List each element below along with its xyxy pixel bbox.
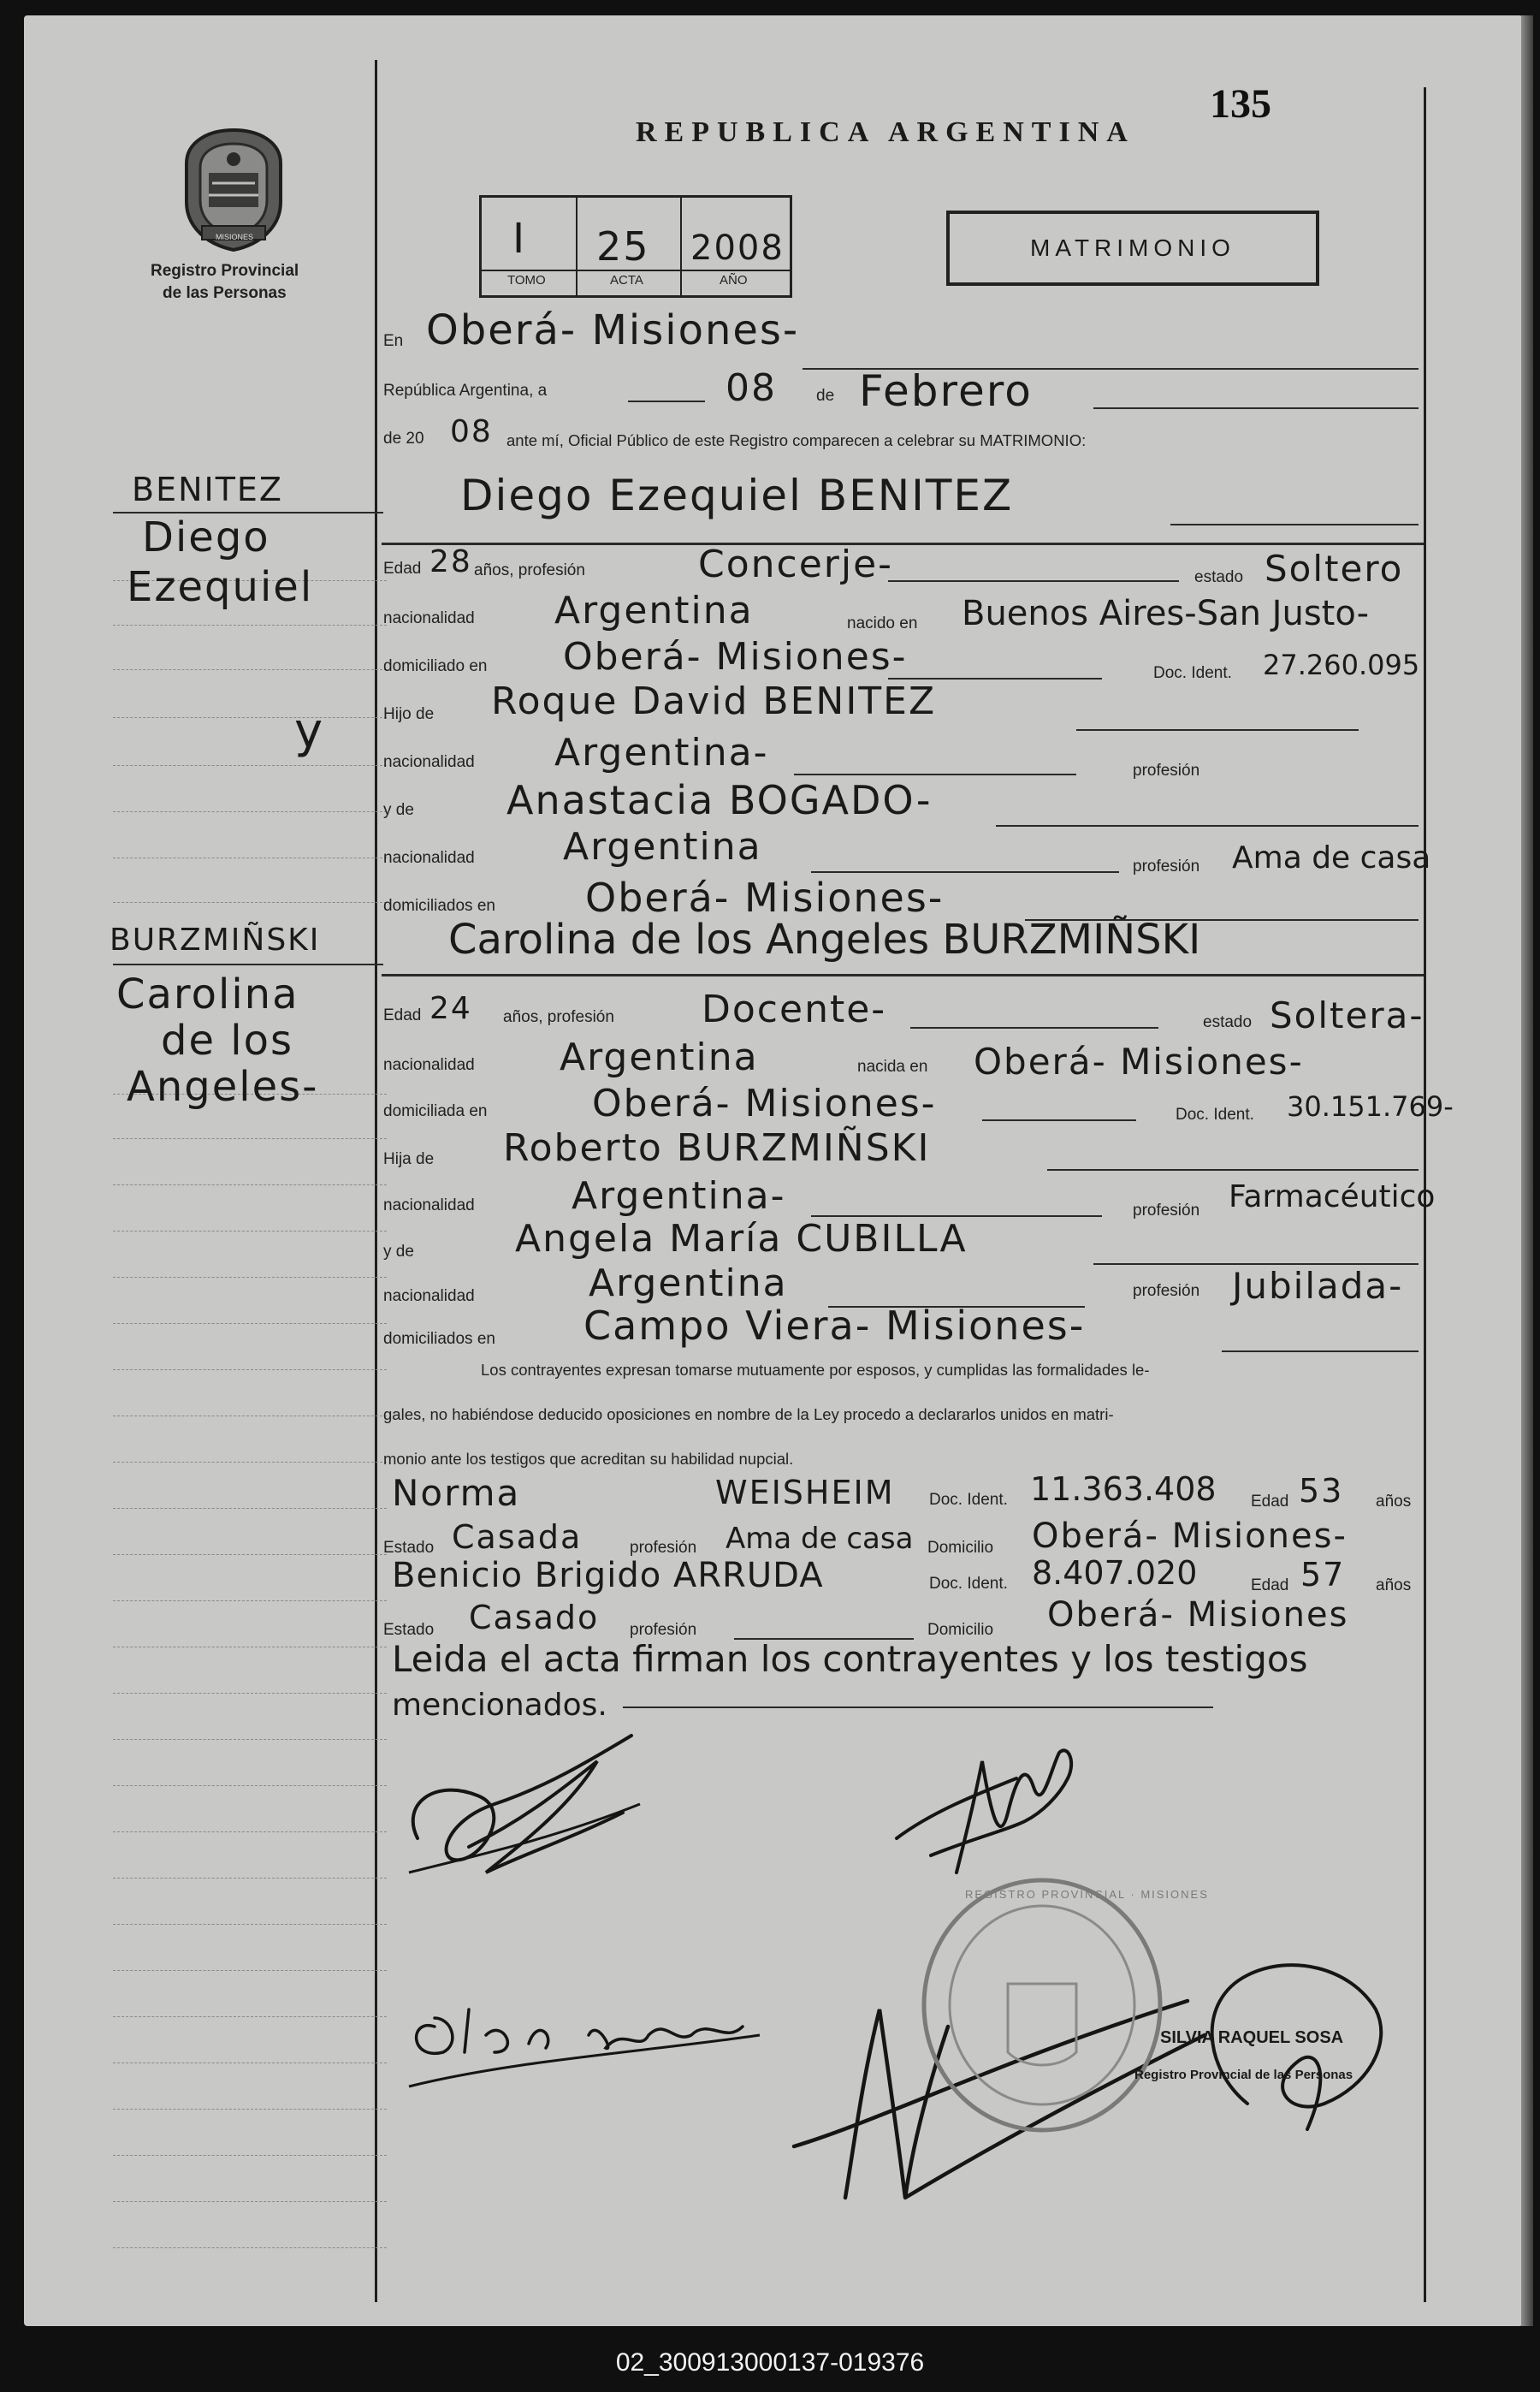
groom-edad-label: Edad <box>383 560 422 578</box>
witness1-surname: WEISHEIM <box>715 1474 895 1511</box>
bride-mother-nationality: Argentina <box>589 1261 788 1305</box>
marriage-place: Oberá- Misiones- <box>426 306 800 354</box>
official-title: Registro Provincial de las Personas <box>1134 2068 1353 2082</box>
bride-civil-status: Soltera- <box>1270 994 1424 1036</box>
witness1-estado-label: Estado <box>383 1539 435 1557</box>
witness1-profession: Ama de casa <box>726 1522 914 1556</box>
bride-mother: Angela María CUBILLA <box>515 1217 968 1261</box>
bride-hija-label: Hija de <box>383 1150 435 1168</box>
bride-age: 24 <box>429 991 472 1026</box>
closing-line2: mencionados. <box>392 1688 607 1723</box>
witness1-edad-label: Edad <box>1251 1493 1289 1511</box>
declaration-line3: monio ante los testigos que acreditan su habilidad nupcial. <box>383 1450 794 1468</box>
bride-father-nationality: Argentina- <box>572 1174 786 1218</box>
bride-profession: Docente- <box>702 988 887 1031</box>
bride-mother-profession: Jubilada- <box>1232 1265 1404 1307</box>
bride-mother-nat-label: nacionalidad <box>383 1287 475 1305</box>
groom-civil-status: Soltero <box>1265 548 1404 590</box>
groom-mother: Anastacia BOGADO- <box>506 777 933 823</box>
groom-mother-nat-label: nacionalidad <box>383 849 475 867</box>
groom-mother-nationality: Argentina <box>563 825 762 869</box>
closing-line1: Leida el acta firman los contrayentes y los testigos <box>392 1638 1308 1680</box>
footer-image-id: 02_300913000137-019376 <box>615 2348 925 2377</box>
witness1-profesion-label: profesión <box>630 1539 697 1557</box>
witness1-domicilio-label: Domicilio <box>927 1539 994 1557</box>
bride-father: Roberto BURZMIÑSKI <box>503 1126 931 1170</box>
witness2-domicile: Oberá- Misiones <box>1047 1595 1349 1635</box>
official-round-stamp <box>914 1873 1170 2138</box>
margin-groom-given2: Ezequiel <box>127 563 314 611</box>
groom-nacionalidad-label: nacionalidad <box>383 609 475 627</box>
margin-connector: y <box>294 703 325 759</box>
groom-nationality: Argentina <box>554 589 754 632</box>
witness1-age: 53 <box>1299 1472 1344 1510</box>
witness1-domicile: Oberá- Misiones- <box>1032 1517 1348 1556</box>
bride-father-prof-label: profesión <box>1133 1202 1200 1220</box>
margin-bride-given3: Angeles- <box>127 1063 319 1111</box>
ano-label: AÑO <box>720 273 748 288</box>
bride-full-name: Carolina de los Angeles BURZMIÑSKI <box>448 916 1201 964</box>
witness2-domicilio-label: Domicilio <box>927 1621 994 1639</box>
margin-bride-given2: de los <box>161 1017 293 1065</box>
groom-birthplace: Buenos Aires-San Justo- <box>962 594 1369 633</box>
witness2-doc-label: Doc. Ident. <box>929 1575 1008 1593</box>
margin-bride-given1: Carolina <box>116 970 299 1018</box>
page-number: 135 <box>1210 81 1271 127</box>
tomo-label: TOMO <box>507 273 546 288</box>
groom-estado-label: estado <box>1194 568 1244 586</box>
acta-value: 25 <box>596 223 650 270</box>
declaration-line2: gales, no habiéndose deducido oposiciones en nombre de la Ley procedo a declararlos unidos en matri- <box>383 1405 1114 1423</box>
bride-nationality: Argentina <box>560 1036 759 1079</box>
document-type-label: MATRIMONIO <box>1030 234 1235 261</box>
witness2-civil-status: Casado <box>469 1599 600 1636</box>
groom-domiciliado-label: domiciliado en <box>383 657 488 675</box>
groom-doc-number: 27.260.095 <box>1263 649 1420 681</box>
groom-mother-prof-label: profesión <box>1133 858 1200 875</box>
bride-domiciliada-label: domiciliada en <box>383 1102 488 1120</box>
republica-label: República Argentina, a <box>383 382 548 400</box>
official-stamp-text: REGISTRO PROVINCIAL · MISIONES <box>965 1888 1209 1901</box>
seal-caption: MISIONES <box>216 233 254 241</box>
registry-name-line2: de las Personas <box>163 284 287 302</box>
acta-label: ACTA <box>610 273 643 288</box>
bride-birthplace: Oberá- Misiones- <box>974 1041 1304 1083</box>
margin-divider-line <box>375 60 377 2302</box>
bride-father-profession: Farmacéutico <box>1229 1179 1436 1214</box>
groom-nacido-label: nacido en <box>847 614 918 632</box>
groom-profession: Concerje- <box>698 543 894 586</box>
groom-age: 28 <box>429 544 472 579</box>
bride-anos-prof-label: años, profesión <box>503 1008 614 1026</box>
bride-nacida-label: nacida en <box>857 1058 928 1076</box>
register-page <box>24 15 1523 2326</box>
groom-mother-profession: Ama de casa <box>1232 840 1431 875</box>
witness2-profesion-label: profesión <box>630 1621 697 1639</box>
witness1-doc-number: 11.363.408 <box>1030 1470 1217 1508</box>
de-label: de <box>816 387 835 405</box>
witness1-civil-status: Casada <box>452 1518 583 1556</box>
groom-full-name: Diego Ezequiel BENITEZ <box>460 471 1014 520</box>
marriage-day: 08 <box>726 366 777 410</box>
tomo-value: I <box>512 215 527 263</box>
witness2-name: Benicio Brigido ARRUDA <box>392 1556 824 1595</box>
bride-signature <box>880 1710 1102 1898</box>
marriage-month: Febrero <box>859 366 1033 416</box>
witness2-age: 57 <box>1300 1556 1346 1594</box>
record-number-box <box>479 195 792 298</box>
document-type-box <box>946 211 1319 286</box>
bride-doc-label: Doc. Ident. <box>1176 1106 1254 1124</box>
groom-signature <box>383 1710 666 1898</box>
witness1-anos-label: años <box>1376 1493 1412 1511</box>
groom-father-nationality: Argentina- <box>554 731 769 775</box>
bride-doc-number: 30.151.769- <box>1287 1090 1454 1123</box>
witness2-edad-label: Edad <box>1251 1576 1289 1594</box>
witness1-doc-label: Doc. Ident. <box>929 1491 1008 1509</box>
oficial-text: ante mí, Oficial Público de este Registro comparecen a celebrar su MATRIMONIO: <box>506 431 1087 449</box>
margin-bride-surname: BURZMIÑSKI <box>110 923 321 958</box>
bride-domicile: Oberá- Misiones- <box>592 1082 937 1125</box>
marriage-year-suffix: 08 <box>450 414 493 449</box>
margin-groom-given1: Diego <box>142 513 270 561</box>
groom-father-nat-label: nacionalidad <box>383 753 475 771</box>
groom-hijo-label: Hijo de <box>383 705 435 723</box>
groom-yde-label: y de <box>383 801 414 819</box>
groom-father: Roque David BENITEZ <box>491 680 937 723</box>
bride-parents-domicile: Campo Viera- Misiones- <box>583 1303 1086 1349</box>
country-title: REPUBLICA ARGENTINA <box>636 116 1135 148</box>
bride-nacionalidad-label: nacionalidad <box>383 1056 475 1074</box>
witness1-signature <box>383 1967 777 2095</box>
en-label: En <box>383 332 404 350</box>
declaration-line1: Los contrayentes expresan tomarse mutuamente por esposos, y cumplidas las formalidades le- <box>481 1361 1150 1379</box>
bride-estado-label: estado <box>1203 1013 1253 1031</box>
bride-edad-label: Edad <box>383 1006 422 1024</box>
groom-domicile: Oberá- Misiones- <box>563 635 908 679</box>
bride-father-nat-label: nacionalidad <box>383 1196 475 1214</box>
official-name: SILVIA RAQUEL SOSA <box>1160 2028 1344 2047</box>
witness1-given-name: Norma <box>392 1472 521 1514</box>
registry-name-line1: Registro Provincial <box>151 262 299 280</box>
groom-father-prof-label: profesión <box>1133 762 1200 780</box>
year-prefix: de 20 <box>383 430 424 448</box>
groom-anos-prof-label: años, profesión <box>474 561 585 579</box>
bride-yde-label: y de <box>383 1243 414 1261</box>
witness2-estado-label: Estado <box>383 1621 435 1639</box>
bride-mother-prof-label: profesión <box>1133 1282 1200 1300</box>
margin-groom-surname: BENITEZ <box>132 471 283 508</box>
groom-doc-label: Doc. Ident. <box>1153 664 1232 682</box>
groom-parents-domicile: Oberá- Misiones- <box>585 875 945 921</box>
witness2-anos-label: años <box>1376 1576 1412 1594</box>
groom-domiciliados-label: domiciliados en <box>383 897 495 915</box>
witness2-doc-number: 8.407.020 <box>1032 1554 1198 1592</box>
ano-value: 2008 <box>690 229 785 268</box>
bride-domiciliados-label: domiciliados en <box>383 1330 495 1348</box>
